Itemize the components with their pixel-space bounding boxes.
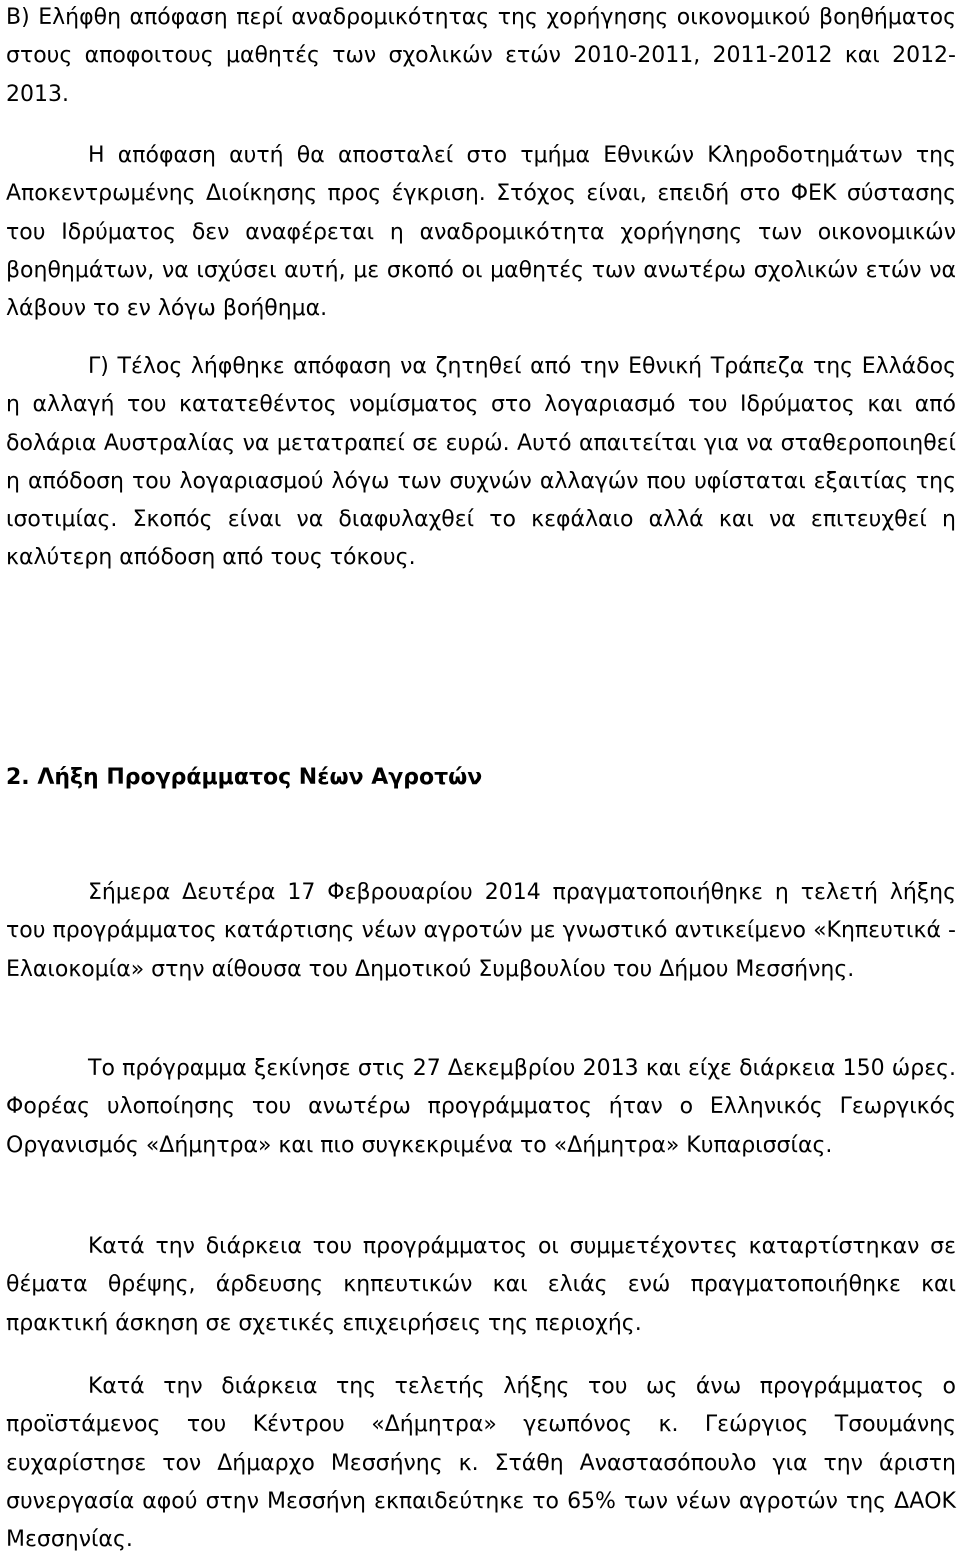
paragraph-approval: Η απόφαση αυτή θα αποσταλεί στο τμήμα Εθνικών Κληροδοτημάτων της Αποκεντρωμένης Διοίκησης προς έγκριση. Στόχος είναι, επειδή στο ΦΕΚ σύστασης του Ιδρύματος δεν αναφέρεται η αναδρομικότητα χορήγησης των οικονομικών βοηθημάτων, να ισχύσει αυτή, με σκοπό οι μαθητές των ανωτέρω σχολικών ετών να λάβουν το εν λόγω βοήθημα. — [6, 143, 956, 322]
paragraph-thanks: Κατά την διάρκεια της τελετής λήξης του ως άνω προγράμματος ο προϊστάμενος του Κέντρου «Δήμητρα» γεωπόνος κ. Γεώργιος Τσουμάνης ευχαρίστησε τον Δήμαρχο Μεσσήνης κ. Στάθη Αναστασόπουλο για την άριστη συνεργασία αφού στην Μεσσήνη εκπαιδεύτηκε το 65% των νέων αγροτών της ΔΑΟΚ Μεσσηνίας. — [6, 1374, 956, 1553]
paragraph-training: Κατά την διάρκεια του προγράμματος οι συμμετέχοντες καταρτίστηκαν σε θέματα θρέψης, άρδευσης κηπευτικών και ελιάς ενώ πραγματοποιήθηκε και πρακτική άσκηση σε σχετικές επιχειρήσεις της περιοχής. — [6, 1234, 956, 1336]
paragraph-program-start: Το πρόγραμμα ξεκίνησε στις 27 Δεκεμβρίου 2013 και είχε διάρκεια 150 ώρες. Φορέας υλοποίησης του ανωτέρω προγράμματος ήταν ο Ελληνικός Γεωργικός Οργανισμός «Δήμητρα» και πιο συγκεκριμένα το «Δήμητρα» Κυπαρισσίας. — [6, 1056, 956, 1158]
section-heading: 2. Λήξη Προγράμματος Νέων Αγροτών — [6, 765, 483, 790]
paragraph-decision-g: Γ) Τέλος λήφθηκε απόφαση να ζητηθεί από την Εθνική Τράπεζα της Ελλάδος η αλλαγή του κατατεθέντος νομίσματος στο λογαριασμό του Ιδρύματος και από δολάρια Αυστραλίας να μετατραπεί σε ευρώ. Αυτό απαιτείται για να σταθεροποιηθεί η απόδοση του λογαριασμού λόγω των συχνών αλλαγών που υφίσταται εξαιτίας της ισοτιμίας. Σκοπός είναι να διαφυλαχθεί το κεφάλαιο αλλά και να επιτευχθεί η καλύτερη απόδοση από τους τόκους. — [6, 354, 956, 571]
paragraph-decision-b: Β) Ελήφθη απόφαση περί αναδρομικότητας της χορήγησης οικονομικού βοηθήματος στους αποφοιτους μαθητές των σχολικών ετών 2010-2011, 2011-2012 και 2012-2013. — [6, 5, 956, 107]
paragraph-ceremony: Σήμερα Δευτέρα 17 Φεβρουαρίου 2014 πραγματοποιήθηκε η τελετή λήξης του προγράμματος κατάρτισης νέων αγροτών με γνωστικό αντικείμενο «Κηπευτικά - Ελαιοκομία» στην αίθουσα του Δημοτικού Συμβουλίου του Δήμου Μεσσήνης. — [6, 880, 956, 982]
